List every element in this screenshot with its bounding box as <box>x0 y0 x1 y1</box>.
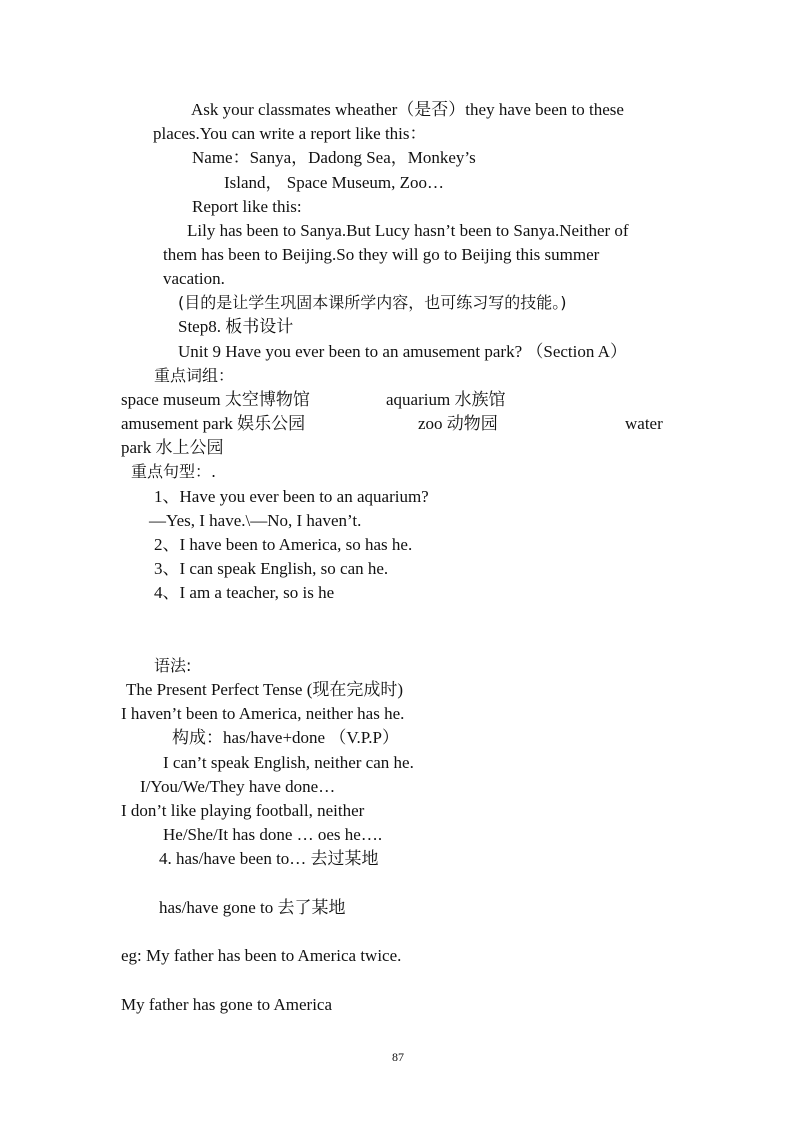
text-line: I can’t speak English, neither can he. <box>163 753 414 772</box>
text-line: 2、I have been to America, so has he. <box>154 535 413 554</box>
text-line: space museum 太空博物馆 <box>121 390 310 409</box>
text-line: has/have gone to 去了某地 <box>159 898 346 917</box>
text-line: Ask your classmates wheather（是否）they have been to these <box>191 100 624 119</box>
text-line: 1、Have you ever been to an aquarium? <box>154 487 429 506</box>
text-line: Step8. 板书设计 <box>178 317 294 336</box>
text-line: Island， Space Museum, Zoo… <box>224 173 445 192</box>
text-line: I/You/We/They have done… <box>140 777 336 796</box>
text-line: places.You can write a report like this： <box>153 124 427 143</box>
text-line: —Yes, I have.\—No, I haven’t. <box>149 511 362 530</box>
text-line: He/She/It has done … oes he…. <box>163 825 383 844</box>
text-line: (目的是让学生巩固本课所学内容，也可练习写的技能。) <box>178 293 567 312</box>
page-number: 87 <box>392 1050 404 1064</box>
section-heading: 重点词组： <box>154 366 235 385</box>
text-line: I haven’t been to America, neither has he. <box>121 704 405 723</box>
text-line: Lily has been to Sanya.But Lucy hasn’t been to Sanya.Neither of <box>187 221 629 240</box>
section-heading: 语法: <box>154 656 192 675</box>
text-line: water <box>625 414 663 433</box>
text-line: eg: My father has been to America twice. <box>121 946 402 965</box>
text-line: aquarium 水族馆 <box>386 390 506 409</box>
text-line: 3、I can speak English, so can he. <box>154 559 389 578</box>
text-line: them has been to Beijing.So they will go to Beijing this summer <box>163 245 600 264</box>
text-line: Report like this: <box>192 197 302 216</box>
text-line: Name：Sanya，Dadong Sea，Monkey’s <box>192 148 476 167</box>
text-line: park 水上公园 <box>121 438 224 457</box>
text-line: zoo 动物园 <box>418 414 498 433</box>
text-line: 构成：has/have+done （V.P.P） <box>172 728 399 747</box>
text-line: I don’t like playing football, neither <box>121 801 365 820</box>
text-line: 4. has/have been to… 去过某地 <box>159 849 379 868</box>
text-line: amusement park 娱乐公园 <box>121 414 306 433</box>
unit-heading: Unit 9 Have you ever been to an amusement park? （Section A） <box>178 342 627 361</box>
text-line: 4、I am a teacher, so is he <box>154 583 335 602</box>
section-heading: 重点句型：. <box>131 462 217 481</box>
text-line: My father has gone to America <box>121 995 333 1014</box>
text-line: vacation. <box>163 269 225 288</box>
text-line: The Present Perfect Tense (现在完成时) <box>126 680 404 699</box>
